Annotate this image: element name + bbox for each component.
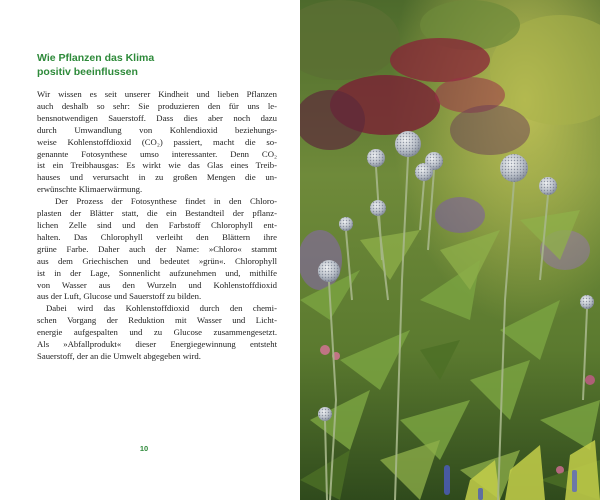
text-line: durch Umwandlung von Kohlendioxid beziehungs-	[37, 124, 277, 135]
section-title-line-2: positiv beeinflussen	[37, 66, 138, 78]
paragraph-2	[37, 196, 277, 303]
section-title-line-1: Wie Pflanzen das Klima	[37, 52, 155, 64]
text-line: halten. Das Chlorophyll verleiht den Blättern ihre	[37, 231, 277, 242]
text-line: schen Vorgang der Reduktion mit Wasser und Licht-	[37, 315, 277, 326]
garden-photo-illustration	[300, 0, 600, 500]
text-line: auch deshalb so sehr: Sie produzieren den für uns le-	[37, 100, 277, 111]
text-line: weise Kohlenstoffdioxid (CO₂) passiert, macht die so-	[37, 136, 277, 147]
text-line: hauses und verursacht in zu großen Mengen die un-	[37, 172, 277, 183]
text-line: aus dem Griechischen und bedeutet »grün«. Chlorophyll	[37, 255, 277, 266]
text-line: bensnotwendigen Sauerstoff. Dass dies aber noch dazu	[37, 112, 277, 123]
text-line: Sauerstoff, der an die Umwelt abgegeben wird.	[37, 350, 201, 361]
body-text	[37, 89, 277, 363]
text-line: genannte Fotosynthese umso interessanter. Denn CO₂	[37, 148, 277, 159]
text-line: Dabei wird das Kohlenstoffdioxid durch den chemi-	[46, 303, 277, 314]
page-number: 10	[139, 444, 149, 453]
section-title	[37, 51, 267, 79]
garden-photo	[300, 0, 600, 500]
text-line: energie aufgespalten und zu Glucose zusammengesetzt.	[37, 327, 277, 338]
text-line: erwünschte Klimaerwärmung.	[37, 184, 143, 195]
text-line: aus der Luft, Glucose und Sauerstoff zu bilden.	[37, 291, 202, 302]
text-line: Der Prozess der Fotosynthese findet in den Chloro-	[55, 196, 277, 207]
text-line: Als »Abfallprodukt« dieser Energiegewinnung entsteht	[37, 339, 277, 350]
paragraph-1	[37, 89, 277, 196]
text-line: lichen Zelle sind und den Farbstoff Chlorophyll ent-	[37, 219, 277, 230]
text-line: ist in der Lage, Sonnenlicht aufzunehmen und, mithilfe	[37, 267, 277, 278]
text-line: ist ein Treibhausgas: Es wirkt wie das Glas eines Treib-	[37, 160, 277, 171]
text-line: von Wasser aus den Wurzeln und Kohlenstoffdioxid	[37, 279, 277, 290]
paragraph-3	[37, 303, 277, 363]
text-line: Wir wissen es seit unserer Kindheit und lieben Pflanzen	[37, 89, 277, 99]
text-line: plasten der Blätter statt, die ein Bestandteil der pflanz-	[37, 208, 277, 219]
text-line: grüne Farbe. Daher auch der Name: »Chloro« stammt	[37, 243, 277, 254]
